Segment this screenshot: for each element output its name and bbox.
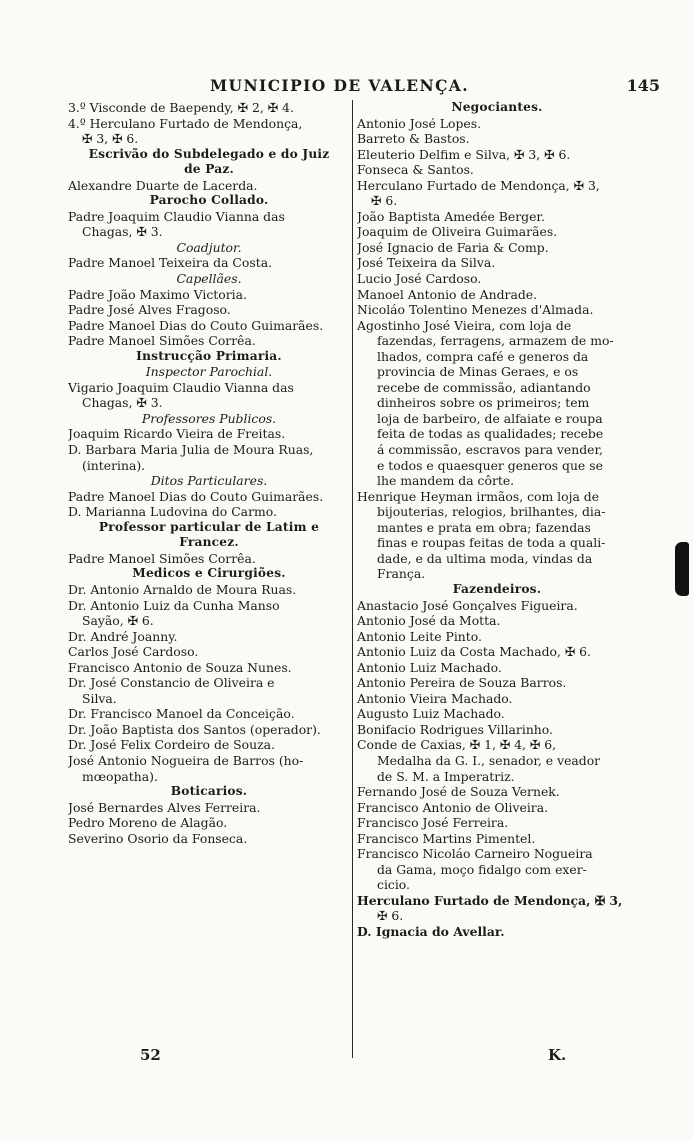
- entry-line: cicio.: [377, 877, 410, 893]
- entry-line: Alexandre Duarte de Lacerda.: [68, 177, 258, 193]
- section-heading: Francez.: [179, 535, 239, 550]
- entry-line: Francisco Martins Pimentel.: [357, 830, 536, 846]
- entry-line: Dr. André Joanny.: [68, 628, 178, 644]
- entry-line: mœopatha).: [82, 768, 158, 784]
- entry-line: Dr. José Constancio de Oliveira e: [68, 675, 275, 691]
- entry-line: Manoel Antonio de Andrade.: [357, 286, 538, 302]
- entry-line: Dr. José Felix Cordeiro de Souza.: [68, 737, 275, 753]
- entry-line: lhe mandem da côrte.: [377, 473, 515, 489]
- entry-line: Fernando José de Souza Vernek.: [357, 784, 560, 800]
- subsection-heading: Professores Publicos.: [141, 410, 277, 426]
- entry-line: Antonio José da Motta.: [357, 613, 501, 629]
- entry-line: Antonio José Lopes.: [357, 115, 482, 131]
- entry-line: D. Ignacia do Avellar.: [357, 923, 505, 939]
- entry-line: Dr. João Baptista dos Santos (operador).: [68, 721, 321, 737]
- entry-line: Antonio Leite Pinto.: [357, 628, 482, 644]
- entry-line: 3.º Visconde de Baependy, ✠ 2, ✠ 4.: [68, 100, 294, 115]
- entry-line: Carlos José Cardoso.: [68, 644, 199, 660]
- entry-line: ✠ 6.: [371, 193, 398, 209]
- entry-line: Severino Osorio da Fonseca.: [68, 830, 248, 846]
- entry-line: Agostinho José Vieira, com loja de: [357, 317, 572, 333]
- entry-line: (interina).: [82, 457, 146, 473]
- entry-line: Augusto Luiz Machado.: [357, 706, 505, 722]
- entry-line: Padre Manoel Simões Corrêa.: [68, 333, 256, 349]
- entry-line: Dr. Antonio Arnaldo de Moura Ruas.: [68, 581, 297, 597]
- entry-line: Eleuterio Delfim e Silva, ✠ 3, ✠ 6.: [357, 146, 571, 162]
- section-heading: de Paz.: [184, 162, 234, 177]
- entry-line: Francisco Antonio de Souza Nunes.: [68, 659, 292, 675]
- entry-line: Chagas, ✠ 3.: [82, 395, 163, 411]
- entry-line: José Ignacio de Faria & Comp.: [357, 239, 549, 255]
- entry-line: João Baptista Amedée Berger.: [357, 208, 545, 224]
- left-column: [68, 100, 350, 846]
- section-heading: Boticarios.: [170, 784, 248, 799]
- entry-line: dade, e da ultima moda, vindas da: [377, 550, 593, 566]
- entry-line: Dr. Francisco Manoel da Conceição.: [68, 706, 295, 722]
- entry-line: lhados, compra café e generos da: [377, 348, 589, 364]
- section-heading: Escrivão do Subdelegado e do Juiz: [88, 146, 330, 161]
- entry-line: Antonio Luiz Machado.: [357, 659, 502, 675]
- entry-line: á commissão, escravos para vender,: [377, 442, 603, 458]
- entry-line: Henrique Heyman irmãos, com loja de: [357, 488, 600, 504]
- entry-line: José Antonio Nogueira de Barros (ho-: [68, 752, 304, 768]
- entry-line: Pedro Moreno de Alagão.: [68, 815, 228, 831]
- entry-line: Chagas, ✠ 3.: [82, 224, 163, 240]
- entry-line: Francisco Nicoláo Carneiro Nogueira: [357, 846, 593, 862]
- entry-line: bijouterias, relogios, brilhantes, dia-: [377, 504, 606, 520]
- entry-line: Joaquim de Oliveira Guimarães.: [357, 224, 558, 240]
- entry-line: Padre Manoel Simões Corrêa.: [68, 550, 256, 566]
- signature-mark-right: K.: [548, 1046, 567, 1064]
- entry-line: Vigario Joaquim Claudio Vianna das: [68, 379, 294, 395]
- entry-line: recebe de commissão, adiantando: [377, 379, 591, 395]
- subsection-heading: Ditos Particulares.: [150, 473, 268, 489]
- entry-line: finas e roupas feitas de toda a quali-: [377, 535, 606, 551]
- entry-line: Herculano Furtado de Mendonça, ✠ 3,: [357, 892, 623, 908]
- entry-line: Antonio Vieira Machado.: [357, 690, 513, 706]
- entry-line: José Teixeira da Silva.: [357, 255, 496, 271]
- running-title: MUNICIPIO DE VALENÇA.: [210, 76, 470, 95]
- entry-line: Silva.: [82, 690, 117, 706]
- entry-line: Padre Manoel Dias do Couto Guimarães.: [68, 317, 324, 333]
- entry-line: Bonifacio Rodrigues Villarinho.: [357, 721, 553, 737]
- ink-blot: [675, 542, 689, 596]
- entry-line: 4.º Herculano Furtado de Mendonça,: [68, 115, 303, 131]
- section-heading: Fazendeiros.: [452, 581, 542, 596]
- subsection-heading: Inspector Parochial.: [145, 364, 273, 380]
- entry-line: Fonseca & Santos.: [357, 162, 474, 178]
- entry-line: D. Barbara Maria Julia de Moura Ruas,: [68, 442, 314, 458]
- entry-line: Nicoláo Tolentino Menezes d'Almada.: [357, 302, 594, 318]
- entry-line: dinheiros sobre os primeiros; tem: [377, 395, 590, 411]
- entry-line: ✠ 6.: [377, 908, 404, 924]
- entry-line: Francisco Antonio de Oliveira.: [357, 799, 549, 815]
- entry-line: mantes e prata em obra; fazendas: [377, 519, 591, 535]
- entry-line: Dr. Antonio Luiz da Cunha Manso: [68, 597, 280, 613]
- entry-line: fazendas, ferragens, armazem de mo-: [377, 333, 614, 349]
- subsection-heading: Capellães.: [176, 271, 242, 287]
- right-column: [357, 100, 637, 940]
- entry-line: feita de todas as qualidades; recebe: [377, 426, 604, 442]
- entry-line: Antonio Pereira de Souza Barros.: [357, 675, 567, 691]
- signature-mark-left: 52: [140, 1046, 161, 1064]
- page-header: [60, 76, 660, 100]
- entry-line: Padre José Alves Fragoso.: [68, 302, 231, 318]
- section-heading: Professor particular de Latim e: [98, 519, 320, 534]
- entry-line: Conde de Caxias, ✠ 1, ✠ 4, ✠ 6,: [357, 737, 557, 753]
- entry-line: loja de barbeiro, de alfaiate e roupa: [377, 410, 603, 426]
- entry-line: Barreto & Bastos.: [357, 131, 470, 147]
- section-heading: Instrucção Primaria.: [136, 348, 282, 363]
- page-number: 145: [626, 76, 660, 95]
- entry-line: Joaquim Ricardo Vieira de Freitas.: [68, 426, 286, 442]
- entry-line: Padre Joaquim Claudio Vianna das: [68, 208, 285, 224]
- entry-line: de S. M. a Imperatriz.: [377, 768, 515, 784]
- section-heading: Medicos e Cirurgiões.: [132, 566, 286, 581]
- entry-line: José Bernardes Alves Ferreira.: [68, 799, 261, 815]
- entry-line: Sayão, ✠ 6.: [82, 613, 154, 629]
- entry-line: D. Marianna Ludovina do Carmo.: [68, 504, 277, 520]
- entry-line: Francisco José Ferreira.: [357, 815, 509, 831]
- entry-line: Padre Manoel Dias do Couto Guimarães.: [68, 488, 324, 504]
- entry-line: Medalha da G. I., senador, e veador: [377, 752, 601, 768]
- entry-line: da Gama, moço fidalgo com exer-: [377, 861, 587, 877]
- entry-line: Anastacio José Gonçalves Figueira.: [357, 597, 578, 613]
- entry-line: ✠ 3, ✠ 6.: [82, 131, 139, 147]
- entry-line: provincia de Minas Geraes, e os: [377, 364, 579, 380]
- entry-line: Antonio Luiz da Costa Machado, ✠ 6.: [357, 644, 592, 660]
- section-heading: Negociantes.: [451, 100, 543, 114]
- section-heading: Parocho Collado.: [149, 193, 269, 208]
- entry-line: Padre João Maximo Victoria.: [68, 286, 247, 302]
- entry-line: Lucio José Cardoso.: [357, 271, 482, 287]
- column-divider: [352, 100, 353, 1058]
- subsection-heading: Coadjutor.: [176, 239, 242, 255]
- entry-line: e todos e quaesquer generos que se: [377, 457, 603, 473]
- entry-line: Herculano Furtado de Mendonça, ✠ 3,: [357, 177, 600, 193]
- entry-line: França.: [377, 566, 426, 582]
- entry-line: Padre Manoel Teixeira da Costa.: [68, 255, 273, 271]
